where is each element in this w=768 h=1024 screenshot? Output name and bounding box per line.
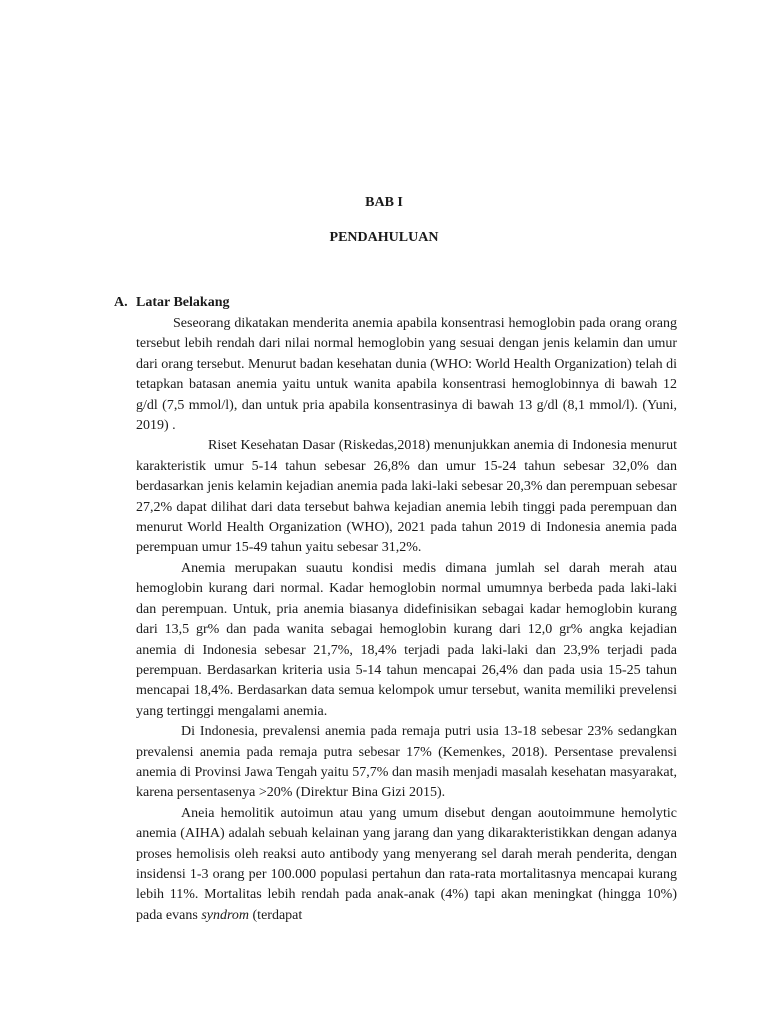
body-text <box>136 314 677 926</box>
section-heading <box>114 293 229 313</box>
paragraph-5 <box>136 804 677 926</box>
chapter-title: PENDAHULUAN <box>329 230 439 245</box>
paragraph-3: Anemia merupakan suautu kondisi medis dimana jumlah sel darah merah atau hemoglobin kurang dari normal. Kadar hemoglobin normal umumnya berbeda pada laki-laki dan perempuan. Untuk, pria anemia biasanya didefinisikan sebagai kadar hemoglobin kurang dari 13,5 gr% dan pada wanita sebagai hemoglobin kurang dari 12,0 gr% angka kejadian anemia di Indonesia sebesar 21,7%, 18,4% terjadi pada laki-laki dan 23,9% terjadi pada perempuan. Berdasarkan kriteria usia 5-14 tahun mencapai 26,4% dan pada usia 15-25 tahun mencapai 18,4%. Berdasarkan data semua kelompok umur tersebut, wanita memiliki prevelensi yang tertinggi mengalami anemia. <box>136 560 677 719</box>
paragraph-5-tail: (terdapat <box>249 907 303 923</box>
section-title: Latar Belakang <box>136 295 230 310</box>
paragraph-1: Seseorang dikatakan menderita anemia apabila konsentrasi hemoglobin pada orang orang tersebut lebih rendah dari nilai normal hemoglobin yang sesuai dengan jenis kelamin dan umur dari orang tersebut. Menurut badan kesehatan dunia (WHO: World Health Organization) telah di tetapkan batasan anemia yaitu untuk wanita apabila konsentrasi hemoglobinnya di bawah 12 g/dl (7,5 mmol/l), dan untuk pria apabila konsentrasinya di bawah 13 g/dl (8,1 mmol/l). (Yuni, 2019) . <box>136 316 677 434</box>
section-marker: A. <box>114 295 128 310</box>
paragraph-5-text: Aneia hemolitik autoimun atau yang umum disebut dengan aoutoimmune hemolytic anemia (AIHA) adalah sebuah kelainan yang jarang dan yang dikarakteristikkan dengan adanya proses hemolisis oleh reaksi auto antibody yang menyerang sel darah merah penderita, dengan insidensi 1-3 orang per 100.000 populasi pertahun dan rata-rata mortalitasnya mencapai kurang lebih 11%. Mortalitas lebih rendah pada anak-anak (4%) tapi akan meningkat (hingga 10%) pada evans <box>136 805 677 923</box>
paragraph-5-italic: syndrom <box>201 907 250 923</box>
paragraph-4: Di Indonesia, prevalensi anemia pada remaja putri usia 13-18 sebesar 23% sedangkan prevalensi anemia pada remaja putra sebesar 17% (Kemenkes, 2018). Persentase prevalensi anemia di Provinsi Jawa Tengah yaitu 57,7% dan masih menjadi masalah kesehatan masyarakat, karena persentasenya >20% (Direktur Bina Gizi 2015). <box>136 724 677 801</box>
chapter-number: BAB I <box>365 195 403 210</box>
paragraph-2: Riset Kesehatan Dasar (Riskedas,2018) menunjukkan anemia di Indonesia menurut karakteristik umur 5-14 tahun sebesar 26,8% dan umur 15-24 tahun sebesar 32,0% dan berdasarkan jenis kelamin kejadian anemia pada laki-laki sebesar 20,3% dan perempuan sebesar 27,2% dapat dilihat dari data tersebut bahwa kejadian anemia lebih tinggi pada perempuan dan menurut World Health Organization (WHO), 2021 pada tahun 2019 di Indonesia anemia pada perempuan umur 15-49 tahun yaitu sebesar 31,2%. <box>136 438 677 556</box>
